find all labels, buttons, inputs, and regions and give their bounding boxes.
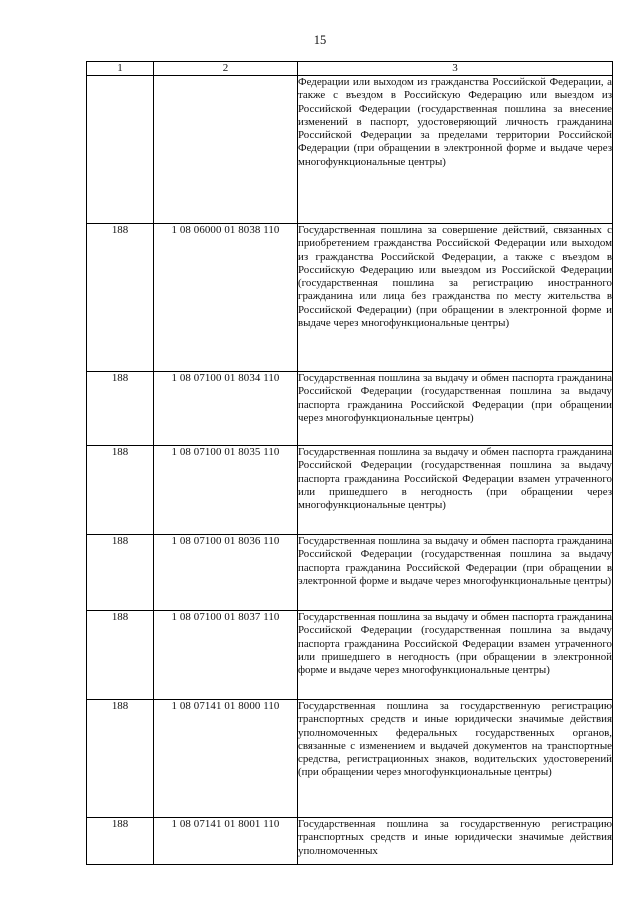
description-cell: Государственная пошлина за выдачу и обмен паспорта гражданина Российской Федерации (государственная пошлина за выдачу паспорта гражданина Российской Федерации (при обращении в электронной форме и выдаче через многофункциональные центры) xyxy=(298,535,613,611)
table-row xyxy=(87,818,613,865)
table-row xyxy=(87,700,613,818)
column-header: 1 xyxy=(87,62,154,76)
table-row xyxy=(87,611,613,700)
table-row xyxy=(87,76,613,224)
description-cell: Государственная пошлина за выдачу и обмен паспорта гражданина Российской Федерации (государственная пошлина за выдачу паспорта гражданина Российской Федерации (при обращении через многофункциональные центры) xyxy=(298,372,613,446)
budget-code-cell: 1 08 07100 01 8035 110 xyxy=(154,446,298,535)
budget-code-cell: 1 08 07141 01 8001 110 xyxy=(154,818,298,865)
description-cell: Государственная пошлина за государственную регистрацию транспортных средств и иные юридически значимые действия уполномоченных xyxy=(298,818,613,865)
admin-code-cell: 188 xyxy=(87,611,154,700)
admin-code-cell: 188 xyxy=(87,535,154,611)
description-cell: Государственная пошлина за выдачу и обмен паспорта гражданина Российской Федерации (государственная пошлина за выдачу паспорта гражданина Российской Федерации взамен утраченного или пришедшего в негодность (при обращении через многофункциональные центры) xyxy=(298,446,613,535)
column-header: 3 xyxy=(298,62,613,76)
table-header-row xyxy=(87,62,613,76)
description-cell: Федерации или выходом из гражданства Российской Федерации, а также с въездом в Российскую Федерацию или выездом из Российской Федерации (государственная пошлина за внесение изменений в паспорт, удостоверяющий личность гражданина Российской Федерации за пределами территории Российской Федерации (при обращении в электронной форме и выдаче через многофункциональные центры) xyxy=(298,76,613,224)
fee-table xyxy=(86,61,613,865)
table-row xyxy=(87,535,613,611)
budget-code-cell xyxy=(154,76,298,224)
admin-code-cell: 188 xyxy=(87,818,154,865)
admin-code-cell: 188 xyxy=(87,224,154,372)
budget-code-cell: 1 08 06000 01 8038 110 xyxy=(154,224,298,372)
description-cell: Государственная пошлина за выдачу и обмен паспорта гражданина Российской Федерации (государственная пошлина за выдачу паспорта гражданина Российской Федерации взамен утраченного или пришедшего в негодность (при обращении в электронной форме и выдаче через многофункциональные центры) xyxy=(298,611,613,700)
table-row xyxy=(87,224,613,372)
admin-code-cell: 188 xyxy=(87,446,154,535)
admin-code-cell: 188 xyxy=(87,700,154,818)
admin-code-cell: 188 xyxy=(87,372,154,446)
column-header: 2 xyxy=(154,62,298,76)
description-cell: Государственная пошлина за государственную регистрацию транспортных средств и иные юридически значимые действия уполномоченных федеральных государственных органов, связанные с изменением и выдачей документов на транспортные средства, регистрационных знаков, водительских удостоверений (при обращении через многофункциональные центры) xyxy=(298,700,613,818)
page-number: 15 xyxy=(313,33,327,47)
table-row xyxy=(87,372,613,446)
budget-code-cell: 1 08 07100 01 8034 110 xyxy=(154,372,298,446)
budget-code-cell: 1 08 07100 01 8037 110 xyxy=(154,611,298,700)
table-row xyxy=(87,446,613,535)
admin-code-cell xyxy=(87,76,154,224)
budget-code-cell: 1 08 07141 01 8000 110 xyxy=(154,700,298,818)
budget-code-cell: 1 08 07100 01 8036 110 xyxy=(154,535,298,611)
description-cell: Государственная пошлина за совершение действий, связанных с приобретением гражданства Российской Федерации или выходом из гражданства Российской Федерации, а также с въездом в Российскую Федерацию или выездом из Российской Федерации (государственная пошлина за регистрацию иностранного гражданина или лица без гражданства по месту жительства в Российской Федерации) (при обращении в электронной форме и выдаче через многофункциональные центры) xyxy=(298,224,613,372)
